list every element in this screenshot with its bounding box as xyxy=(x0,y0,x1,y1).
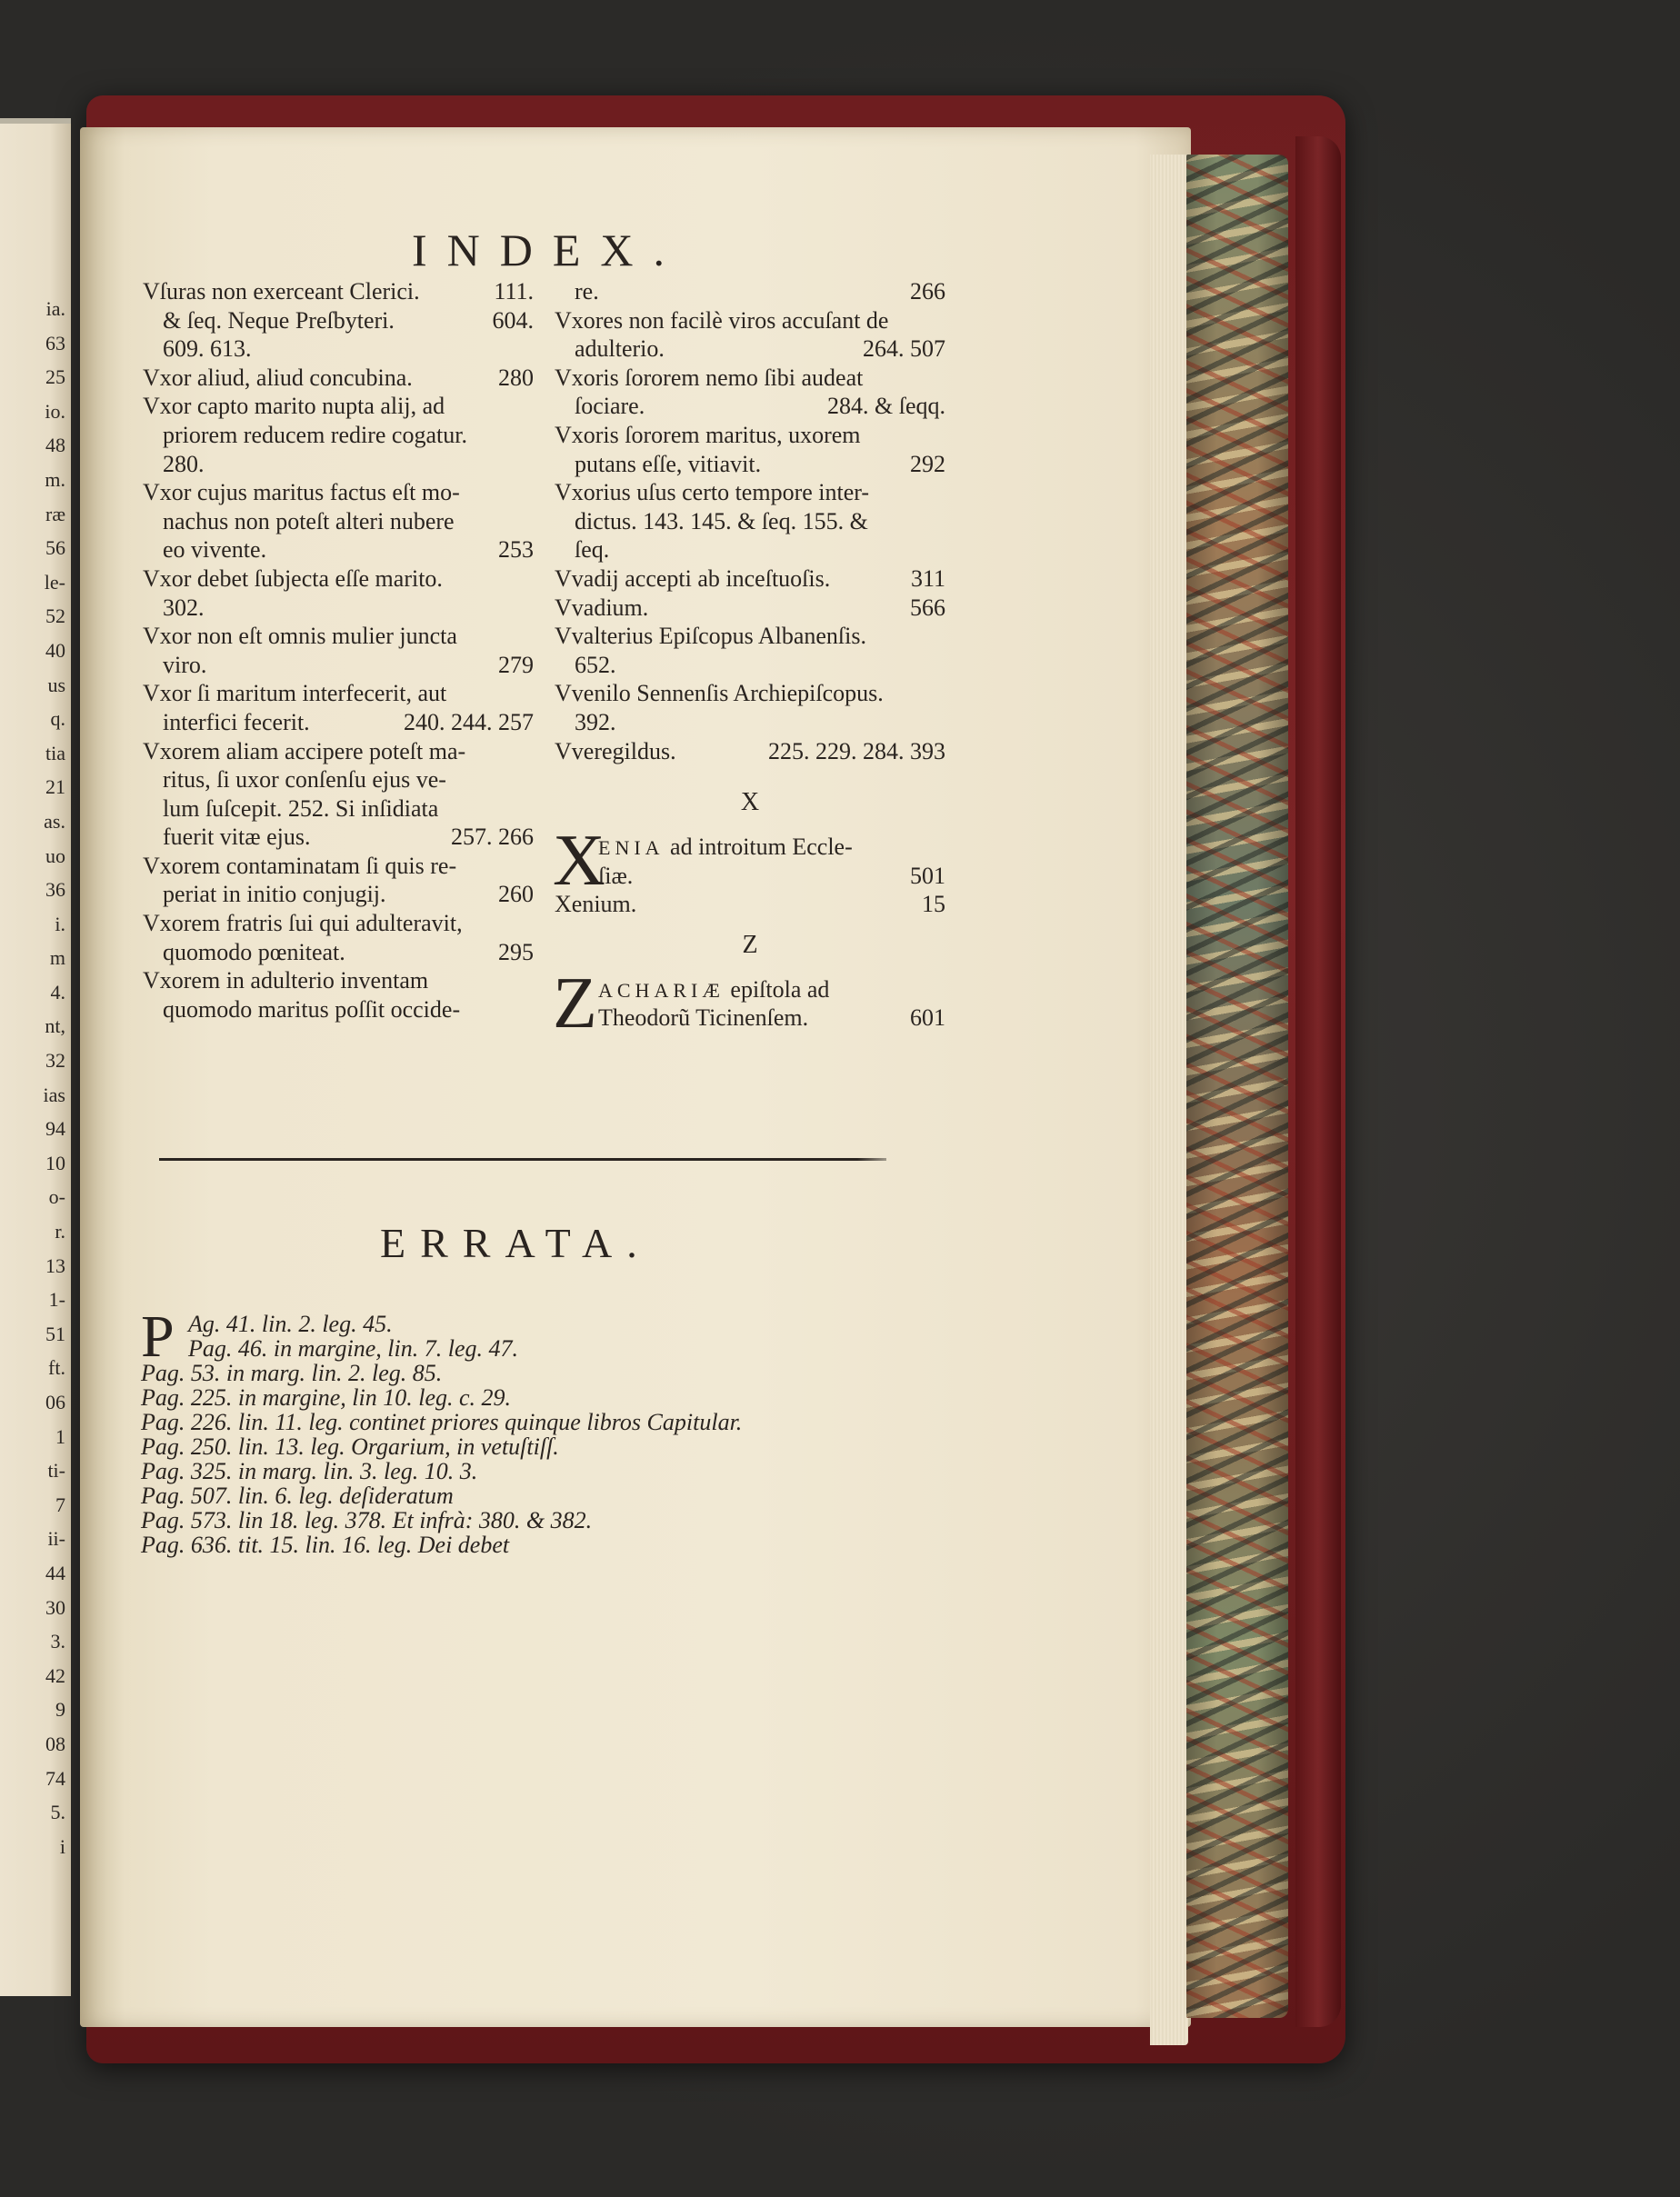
index-entry-page xyxy=(526,765,534,794)
left-page-fragment: nt, xyxy=(45,1014,65,1038)
index-entry xyxy=(143,421,534,450)
index-entry xyxy=(143,765,534,794)
index-entry xyxy=(555,594,945,623)
index-entry xyxy=(143,335,534,364)
errata-line: Pag. 53. in marg. lin. 2. leg. 85. xyxy=(141,1360,443,1386)
left-page-fragment: 36 xyxy=(45,878,65,902)
index-entry-text: Vxorem contaminatam ſi quis re- xyxy=(143,852,457,879)
left-page-fragment: us xyxy=(47,673,65,696)
entry-rest: ad introitum Eccle- xyxy=(664,834,853,861)
index-entry-text: Vxorem fratris ſui qui adulteravit, xyxy=(143,910,463,937)
left-page-fragment: 51 xyxy=(45,1322,65,1345)
index-entry-page: 257. 266 xyxy=(451,824,534,851)
index-entry-text: Vxor debet ſubjecta eſſe marito. xyxy=(143,564,443,592)
index-entry xyxy=(598,975,945,1004)
index-entry xyxy=(143,364,534,393)
index-entry-page: 601 xyxy=(910,1004,945,1032)
index-entry xyxy=(143,966,534,995)
index-entry xyxy=(555,564,945,594)
index-entry-text: adulterio. xyxy=(575,335,665,363)
index-entry xyxy=(143,737,534,766)
index-entry xyxy=(598,1004,945,1033)
index-entry xyxy=(143,679,534,708)
index-entry-text: Vvadij accepti ab inceſtuoſis. xyxy=(555,564,831,592)
index-entry-page: 253 xyxy=(498,536,534,564)
index-entry-page xyxy=(526,450,534,479)
index-entry-text: 280. xyxy=(163,450,205,477)
index-entry-page xyxy=(526,737,534,766)
section-letter-z: Z xyxy=(742,930,758,959)
index-entry xyxy=(143,852,534,881)
index-entry xyxy=(143,478,534,507)
index-entry-text: viro. xyxy=(163,651,207,678)
index-entry xyxy=(555,450,945,479)
left-page-fragment: 44 xyxy=(45,1561,65,1584)
index-entry-text: dictus. 143. 145. & ſeq. 155. & xyxy=(575,507,868,534)
index-entry xyxy=(555,535,945,564)
index-right-entries xyxy=(555,277,945,765)
index-entry-text xyxy=(598,975,829,1004)
index-entry xyxy=(555,306,945,335)
errata-line: Pag. 325. in marg. lin. 3. leg. 10. 3. xyxy=(141,1458,478,1484)
left-page-fragment: 42 xyxy=(45,1663,65,1687)
index-entry-text: ſociare. xyxy=(575,393,645,420)
index-entry-text: Vxor capto marito nupta alij, ad xyxy=(143,393,445,420)
index-entry-page xyxy=(938,651,945,680)
index-entry-text: Vxor ſi maritum interfecerit, aut xyxy=(143,680,447,707)
index-entry-page xyxy=(526,622,534,651)
index-entry xyxy=(143,708,534,737)
entry-rest: Theodorũ Ticinenſem. xyxy=(598,1004,809,1032)
left-page-fragment: 9 xyxy=(55,1698,65,1722)
index-entry xyxy=(555,364,945,393)
left-page-fragment: 40 xyxy=(45,638,65,662)
left-page-fragment: 7 xyxy=(55,1493,65,1516)
errata-line: Pag. 636. tit. 15. lin. 16. leg. Dei debet xyxy=(141,1532,510,1558)
index-entry-page xyxy=(938,535,945,564)
errata-line: Pag. 573. lin 18. leg. 378. Et infrà: 380. & 382. xyxy=(141,1507,593,1533)
index-entry-page: 292 xyxy=(910,450,945,477)
index-entry xyxy=(143,277,534,306)
index-entry-text: Vxor cujus maritus factus eſt mo- xyxy=(143,479,460,506)
index-title: INDEX. xyxy=(412,225,685,275)
horizontal-rule xyxy=(159,1158,886,1161)
index-entry-page xyxy=(526,966,534,995)
left-page-fragment: i. xyxy=(55,912,65,935)
left-page-fragment: tia xyxy=(45,741,65,764)
left-page-fragment: 10 xyxy=(45,1151,65,1174)
left-page-fragment: 25 xyxy=(45,365,65,389)
left-page-fragment: 4. xyxy=(50,980,65,1004)
page-edges xyxy=(1150,155,1188,2045)
errata-list xyxy=(141,1303,941,1558)
index-entry-text: Vſuras non exerceant Clerici. xyxy=(143,278,420,305)
left-page-fragment: uo xyxy=(45,844,65,867)
index-entry-text: 652. xyxy=(575,651,616,678)
index-entry-page xyxy=(938,306,945,335)
index-entry xyxy=(555,651,945,680)
left-page-fragment: le- xyxy=(44,570,65,594)
index-entry-text: nachus non poteſt alteri nubere xyxy=(163,507,455,534)
left-page-fragment: 06 xyxy=(45,1391,65,1413)
left-page-fragment: 21 xyxy=(45,775,65,799)
index-entry-page: 295 xyxy=(498,938,534,965)
index-entry xyxy=(143,306,534,335)
small-caps-word: ENIA xyxy=(598,836,665,860)
left-page-fragment: i xyxy=(59,1834,65,1858)
index-entry-page: 240. 244. 257 xyxy=(404,708,534,735)
index-entry-page: 266 xyxy=(910,278,945,305)
left-page-fragment: r. xyxy=(55,1220,65,1243)
index-entry xyxy=(555,622,945,651)
errata-title: ERRATA. xyxy=(380,1220,652,1266)
left-page-fragment: ft. xyxy=(48,1356,65,1380)
index-entry-page: 15 xyxy=(922,891,945,918)
entry-rest: Xenium. xyxy=(555,891,637,918)
index-entry xyxy=(555,392,945,421)
index-entry-page xyxy=(526,564,534,594)
index-entry-page: 260 xyxy=(498,881,534,908)
index-entry-page xyxy=(938,622,945,651)
index-entry xyxy=(555,277,945,306)
errata-first-entry xyxy=(141,1303,941,1370)
index-entry xyxy=(143,450,534,479)
index-entry-page xyxy=(526,852,534,881)
index-entry xyxy=(598,862,945,891)
index-entry xyxy=(555,335,945,364)
index-entry-text: & ſeq. Neque Preſbyteri. xyxy=(163,306,395,334)
index-entry-page xyxy=(938,421,945,450)
index-entry-page: 280 xyxy=(498,364,534,391)
index-entry-page xyxy=(938,507,945,536)
left-page-fragment: 1 xyxy=(55,1424,65,1448)
index-entry-text: priorem reducem redire cogatur. xyxy=(163,421,467,448)
index-entry-text: Vvenilo Sennenſis Archiepiſcopus. xyxy=(555,680,884,707)
entry-rest: epiſtola ad xyxy=(724,975,830,1003)
left-page-fragment: m xyxy=(49,946,65,970)
left-page-fragment: 3. xyxy=(50,1630,65,1653)
index-entry xyxy=(143,594,534,623)
index-left-column xyxy=(143,277,534,1024)
index-entry xyxy=(555,737,945,766)
index-entry-page xyxy=(938,679,945,708)
left-page-fragment: 13 xyxy=(45,1253,65,1277)
index-entry-page: 264. 507 xyxy=(863,335,945,363)
index-entry-page xyxy=(938,975,945,1004)
index-entry-page xyxy=(526,507,534,536)
left-page-fragment: 08 xyxy=(45,1732,65,1755)
index-entry-text: Vxorem in adulterio inventam xyxy=(143,967,429,994)
index-entry-text: Vxorius uſus certo tempore inter- xyxy=(555,479,870,506)
errata-line: Pag. 507. lin. 6. leg. deſideratum xyxy=(141,1483,454,1509)
left-page-fragment: 48 xyxy=(45,434,65,457)
index-entry xyxy=(143,995,534,1024)
index-entry-page: 225. 229. 284. 393 xyxy=(768,737,945,764)
errata-line: Pag. 250. lin. 13. leg. Orgarium, in vetuſtiſſ. xyxy=(141,1433,559,1460)
left-page-fragment: ræ xyxy=(45,502,65,525)
index-entry-page xyxy=(526,421,534,450)
index-entry-text: ſeq. xyxy=(575,536,610,564)
left-page-fragment: ia. xyxy=(45,297,65,320)
left-page-fragment: 32 xyxy=(45,1049,65,1073)
left-page-fragment: io. xyxy=(45,399,65,423)
index-entry-text: 392. xyxy=(575,708,616,735)
index-entry-page: 566 xyxy=(910,594,945,621)
left-page-fragment: 56 xyxy=(45,536,65,560)
index-entry xyxy=(555,708,945,737)
index-entry-page xyxy=(526,392,534,421)
index-entry xyxy=(598,833,945,862)
index-entry-text: interfici fecerit. xyxy=(163,708,310,735)
index-entry-page xyxy=(526,995,534,1024)
index-entry-page: 111. xyxy=(494,278,534,305)
index-entry-text: Vxor non eſt omnis mulier juncta xyxy=(143,623,457,650)
index-entry-text: lum ſuſcepit. 252. Si inſidiata xyxy=(163,794,439,822)
index-entry-text: Vvadium. xyxy=(555,594,649,621)
errata-line: Ag. 41. lin. 2. leg. 45. xyxy=(188,1311,393,1337)
left-page-fragment: q. xyxy=(50,707,65,731)
index-entry xyxy=(143,909,534,938)
index-entry-text: Vxores non facilè viros accuſant de xyxy=(555,306,889,334)
left-page-fragments xyxy=(2,292,65,1863)
left-page-fragment: 52 xyxy=(45,604,65,628)
left-page-fragment: ti- xyxy=(47,1459,65,1483)
index-entry xyxy=(143,622,534,651)
index-entry xyxy=(143,535,534,564)
index-entry-text: fuerit vitæ ejus. xyxy=(163,824,311,851)
index-entry xyxy=(143,880,534,909)
index-entry xyxy=(143,392,534,421)
index-entry-text: re. xyxy=(575,278,599,305)
index-entry-page: 604. xyxy=(492,306,534,334)
drop-cap-z: Z xyxy=(553,963,597,1044)
index-entry-text: putans eſſe, vitiavit. xyxy=(575,450,762,477)
left-page-fragment: ias xyxy=(43,1083,65,1106)
errata-line: Pag. 226. lin. 11. leg. continet priores quinque libros Capitular. xyxy=(141,1409,743,1435)
left-page-fragment: 5. xyxy=(50,1801,65,1824)
index-entry-page xyxy=(938,833,945,862)
left-page-fragment: 74 xyxy=(45,1766,65,1790)
index-entry-page xyxy=(938,364,945,393)
index-entry xyxy=(143,938,534,967)
errata-lines xyxy=(141,1361,941,1557)
index-entry xyxy=(143,651,534,680)
index-entry xyxy=(555,890,945,919)
index-entry-text xyxy=(598,1004,808,1033)
index-entry-page: 284. & ſeqq. xyxy=(827,393,945,420)
left-page-fragment: 1- xyxy=(48,1288,65,1312)
index-entry xyxy=(555,478,945,507)
index-entry-text: Vxor aliud, aliud concubina. xyxy=(143,364,413,391)
index-entry xyxy=(143,794,534,824)
section-letter-x: X xyxy=(740,788,760,817)
index-entry-page: 501 xyxy=(910,862,945,889)
cover-edge xyxy=(1295,136,1341,2027)
section-z xyxy=(553,963,945,1044)
index-entry xyxy=(143,823,534,852)
index-entry-page xyxy=(526,794,534,824)
index-entry-page xyxy=(526,909,534,938)
errata-line: Pag. 225. in margine, lin 10. leg. c. 29. xyxy=(141,1384,512,1411)
index-entry xyxy=(555,679,945,708)
index-entry-text: ritus, ſi uxor conſenſu ejus ve- xyxy=(163,766,446,794)
index-entry-text xyxy=(598,833,853,862)
index-entry-text: 302. xyxy=(163,594,205,621)
index-entry-page xyxy=(526,679,534,708)
entry-rest: ſiæ. xyxy=(598,862,634,889)
index-entry-text: 609. 613. xyxy=(163,335,252,363)
index-entry-page xyxy=(526,478,534,507)
left-page-fragment: 63 xyxy=(45,331,65,355)
small-caps-word: ACHARIÆ xyxy=(598,978,725,1002)
index-entry-page xyxy=(938,478,945,507)
index-entry xyxy=(555,507,945,536)
index-entry-text: quomodo maritus poſſit occide- xyxy=(163,995,461,1023)
left-page-fragment: 94 xyxy=(45,1117,65,1141)
drop-cap-x: X xyxy=(553,821,605,902)
left-page-fragment: o- xyxy=(48,1185,65,1209)
index-entry-page xyxy=(526,335,534,364)
errata-line: Pag. 46. in margine, lin. 7. leg. 47. xyxy=(188,1335,519,1362)
index-right-column xyxy=(553,277,945,1044)
index-entry-text: Vvalterius Epiſcopus Albanenſis. xyxy=(555,623,867,650)
index-entry-page: 311 xyxy=(910,564,945,592)
left-page-fragment: as. xyxy=(44,809,65,833)
index-entry xyxy=(143,507,534,536)
left-page-fragment: m. xyxy=(45,467,65,491)
errata-drop-cap: P xyxy=(141,1303,175,1370)
section-x xyxy=(553,821,945,919)
index-entry-text: eo vivente. xyxy=(163,536,267,564)
left-page-fragment: ii- xyxy=(47,1527,65,1551)
fore-edge-shade xyxy=(1186,155,1288,2018)
index-entry-page: 279 xyxy=(498,651,534,678)
index-entry-text: Vxorem aliam accipere poteſt ma- xyxy=(143,737,466,764)
index-entry-page xyxy=(938,708,945,737)
index-entry-text: periat in initio conjugij. xyxy=(163,881,386,908)
index-entry-text: Vxoris ſororem nemo ſibi audeat xyxy=(555,364,864,391)
index-entry xyxy=(555,421,945,450)
index-entry-text: Vveregildus. xyxy=(555,737,676,764)
left-page-fragment: 30 xyxy=(45,1595,65,1619)
index-entry-text: Vxoris ſororem maritus, uxorem xyxy=(555,421,861,448)
left-page xyxy=(0,118,71,1996)
index-entry xyxy=(143,564,534,594)
index-entry-text: quomodo pœniteat. xyxy=(163,938,345,965)
index-entry-page xyxy=(526,594,534,623)
